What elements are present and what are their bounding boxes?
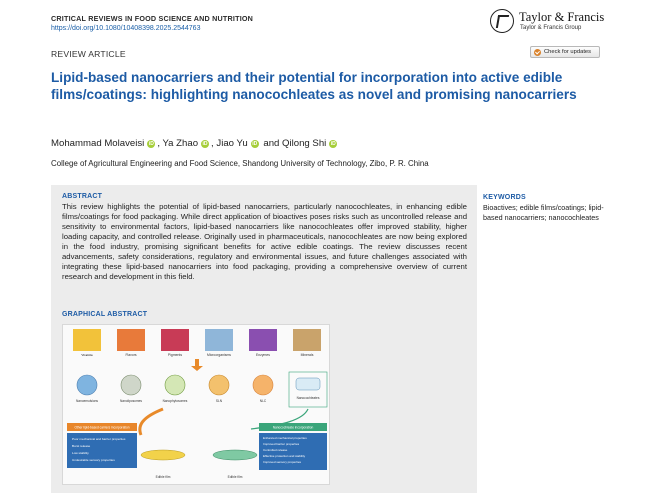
nanoemulsion-sphere [77, 375, 97, 395]
right-panel-item: Effective protection and stability [263, 454, 306, 458]
check-for-updates-label: Check for updates [544, 49, 592, 55]
left-panel-item: Low stability [72, 451, 89, 455]
vitamins-tile [73, 329, 101, 351]
minerals-tile [293, 329, 321, 351]
journal-name: CRITICAL REVIEWS IN FOOD SCIENCE AND NUTRITION [51, 14, 254, 23]
keywords-heading: KEYWORDS [483, 194, 526, 201]
check-for-updates-button[interactable] [530, 46, 600, 58]
orcid-icon[interactable]: iD [148, 141, 154, 147]
author-name: Ya Zhao [162, 138, 199, 149]
right-panel-item: Controlled release [263, 448, 288, 452]
author-name: Jiao Yu [216, 138, 248, 149]
publisher-logo-icon [490, 9, 514, 33]
publisher-name: Taylor & Francis [519, 10, 605, 24]
enzymes-caption: Enzymes [256, 353, 270, 357]
author-affiliation: College of Agricultural Engineering and Food Science, Shandong University of Technology, Zibo, P. R. China [51, 159, 429, 168]
doi-link[interactable]: https://doi.org/10.1080/10408398.2025.2544763 [51, 25, 201, 32]
author-name: Qilong Shi [282, 138, 327, 149]
author-separator: and [260, 138, 283, 149]
left-panel-item: Undesirable sensory properties [72, 458, 115, 462]
microorganisms-tile [205, 329, 233, 351]
nanocochleates-caption: Nanocochleates [296, 396, 320, 400]
nanoliposome-sphere [121, 375, 141, 395]
flavors-caption: Flavors [125, 353, 137, 357]
left-film-caption: Edible film [155, 475, 171, 479]
sln-caption: SLN [215, 399, 223, 403]
nanophytosomes-caption: Nanophytosomes [162, 399, 188, 403]
pigments-caption: Pigments [167, 353, 183, 357]
publisher-group: Taylor & Francis Group [520, 25, 582, 31]
nlc-sphere [253, 375, 273, 395]
left-panel-item: Poor mechanical and barrier properties [72, 437, 126, 441]
down-arrow-icon [191, 359, 203, 371]
right-panel-title: Nanocochleate incorporation [272, 425, 314, 430]
abstract-heading: ABSTRACT [62, 193, 103, 200]
author-name: Mohammad Molaveisi [51, 138, 145, 149]
left-edible-film [141, 450, 185, 460]
nanoliposomes-caption: Nanoliposomes [120, 399, 142, 403]
author-list [51, 138, 339, 149]
right-panel-item: Enhanced mechanical properties [263, 436, 307, 440]
flavors-tile [117, 329, 145, 351]
left-flow-arrow-icon [140, 409, 163, 435]
graphical-abstract-figure [62, 324, 330, 485]
author-separator: , [157, 138, 163, 149]
author-separator: , [211, 138, 217, 149]
nanocochleate-shape [296, 378, 320, 390]
sln-sphere [209, 375, 229, 395]
right-panel-item: Improved sensory properties [263, 460, 302, 464]
left-panel-title: Other lipid-based carriers incorporation [74, 425, 130, 430]
right-panel-item: Improved barrier properties [263, 442, 300, 446]
graphical-abstract-heading: GRAPHICAL ABSTRACT [62, 311, 148, 318]
nlc-caption: NLC [259, 399, 267, 403]
keywords-list: Bioactives; edible films/coatings; lipid-based nanocarriers; nanocochleates [483, 203, 604, 222]
vitamins-caption: Vitamins [81, 353, 93, 357]
orcid-icon[interactable]: iD [202, 141, 208, 147]
check-updates-icon [534, 49, 541, 56]
orcid-icon[interactable]: iD [252, 141, 258, 147]
orcid-icon[interactable]: iD [330, 141, 336, 147]
microorganisms-caption: Microorganisms [207, 353, 231, 357]
nanoemulsions-caption: Nanoemulsions [76, 399, 98, 403]
minerals-caption: Minerals [300, 353, 314, 357]
left-panel-item: Burst release [72, 444, 91, 448]
right-edible-film [213, 450, 257, 460]
graphical-abstract-svg [63, 325, 329, 484]
enzymes-tile [249, 329, 277, 351]
abstract-text: This review highlights the potential of lipid-based nanocarriers, particularly nanocochleates, in enhancing edible films/coatings for food packaging. While direct application of bioactives poses risks such as uncontrolled release and sensitivity to environmental factors, lipid-based nanocarriers like nanocochleates offer improved stability, higher loading capacity, and controlled release. Originally used in pharmaceuticals, nanocochleates are now being explored in the food industry, promising significant benefits for active edible coatings. The review discusses recent advancements, safety considerations, regulatory and environmental issues, and future challenges associated with integrating these lipid-based nanocarriers into food packaging, providing a comprehensive overview of current research and development in this field. [62, 202, 467, 282]
nanophytosome-sphere [165, 375, 185, 395]
article-type-label: REVIEW ARTICLE [51, 49, 126, 59]
right-film-caption: Edible film [227, 475, 243, 479]
publisher-logo[interactable] [490, 9, 610, 37]
pigments-tile [161, 329, 189, 351]
article-title: Lipid-based nanocarriers and their potential for incorporation into active edible films/coatings: highlighting nanocochleates as novel and promising nanocarriers [51, 70, 577, 102]
